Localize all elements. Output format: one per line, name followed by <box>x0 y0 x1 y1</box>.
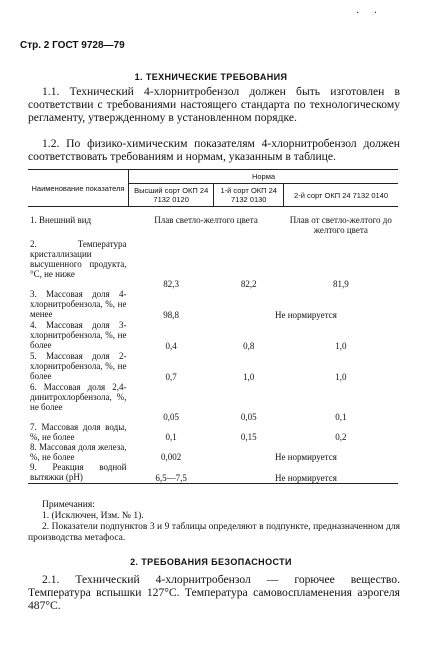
row-value: 81,9 <box>332 278 349 289</box>
grade-header: 2-й сорт ОКП 24 7132 0140 <box>284 184 398 207</box>
row-value-span: Не нормируется <box>274 309 337 320</box>
row-value-span: Плав светло-желтого цвета <box>154 215 258 225</box>
row-name: 1. Внешний вид <box>30 215 92 225</box>
col-header-name: Наименование показателя <box>31 183 125 193</box>
note-2: 2. Показатели подпунктов 3 и 9 таблицы определяют в подпункте, предназначенном для производства метафоса. <box>28 522 400 543</box>
row-value: 1,0 <box>335 371 347 382</box>
table-row <box>28 207 398 239</box>
notes-title: Примечания: <box>42 500 95 510</box>
row-value: 0,4 <box>165 340 177 351</box>
row-name: 7. Массовая доля воды, %, не более <box>30 421 127 442</box>
table-row <box>28 239 398 289</box>
row-name: 9. Реакция водной вытяжки (pH) <box>30 461 127 482</box>
row-name: 4. Массовая доля 3-хлорнитробензола, %, не более <box>30 319 127 350</box>
table-row <box>28 289 398 320</box>
row-value: 6,5—7,5 <box>155 473 187 483</box>
row-value: 1,0 <box>243 371 255 382</box>
row-value: 82,2 <box>240 278 257 289</box>
row-value: Плав от светло-желтого до желтого цвета <box>289 215 392 235</box>
row-value: 0,8 <box>243 340 255 351</box>
paragraph-2-1: 2.1. Технический 4-хлорнитробензол — горючее вещество. Температура вспышки 127°С. Температура самовоспламенения аэрогеля 487°С. <box>28 573 400 612</box>
row-value: 0,15 <box>240 431 257 442</box>
row-value: 0,2 <box>335 431 347 442</box>
row-value: 1,0 <box>335 340 347 351</box>
table-row <box>28 462 398 484</box>
row-value: 98,8 <box>163 309 180 320</box>
grade-header: 1-й сорт ОКП 24 7132 0130 <box>214 184 284 207</box>
row-name: 3. Массовая доля 4-хлорнитробензола, %, не менее <box>30 288 127 319</box>
norms-table <box>28 169 398 484</box>
table-row <box>28 351 398 382</box>
paragraph-1-2: 1.2. По физико-химическим показателям 4-хлорнитробензол должен соответствовать требованиям и нормам, указанным в таблице. <box>28 137 400 163</box>
row-name: 8. Массовая доля железа, %, не более <box>30 441 127 462</box>
table-row <box>28 442 398 462</box>
corner-marks: · · <box>356 8 384 19</box>
row-value: 0,002 <box>161 451 182 462</box>
table-row <box>28 422 398 442</box>
row-name: 6. Массовая доля 2,4-динитрохлорбензола, %, не более <box>30 381 127 412</box>
row-value: 0,05 <box>240 411 257 422</box>
notes <box>28 500 400 544</box>
grade-header: Высший сорт ОКП 24 7132 0120 <box>129 184 214 207</box>
row-value: 0,05 <box>163 411 180 422</box>
page-header: Стр. 2 ГОСТ 9728—79 <box>20 40 125 51</box>
note-1: 1. (Исключен, Изм. № 1). <box>42 511 144 521</box>
row-value: 0,1 <box>165 431 177 442</box>
col-header-norm: Норма <box>129 170 399 184</box>
row-value: 82,3 <box>163 278 180 289</box>
row-value-span: Не нормируется <box>274 473 337 483</box>
table-row <box>28 382 398 422</box>
row-name: 2. Температура кристаллизации высушенного продукта, °С, не ниже <box>30 238 127 279</box>
table-row <box>28 320 398 351</box>
paragraph-1-1: 1.1. Технический 4-хлорнитробензол должен быть изготовлен в соответствии с требованиями настоящего стандарта по технологическому регламенту, утвержденному в установленном порядке. <box>28 85 400 124</box>
section-1-title: 1. ТЕХНИЧЕСКИЕ ТРЕБОВАНИЯ <box>134 72 288 82</box>
section-2-title: 2. ТРЕБОВАНИЯ БЕЗОПАСНОСТИ <box>130 557 292 567</box>
row-value-span: Не нормируется <box>274 451 337 462</box>
row-name: 5. Массовая доля 2-хлорнитробензола, %, не более <box>30 350 127 381</box>
row-value: 0,1 <box>335 411 347 422</box>
row-value: 0,7 <box>165 371 177 382</box>
